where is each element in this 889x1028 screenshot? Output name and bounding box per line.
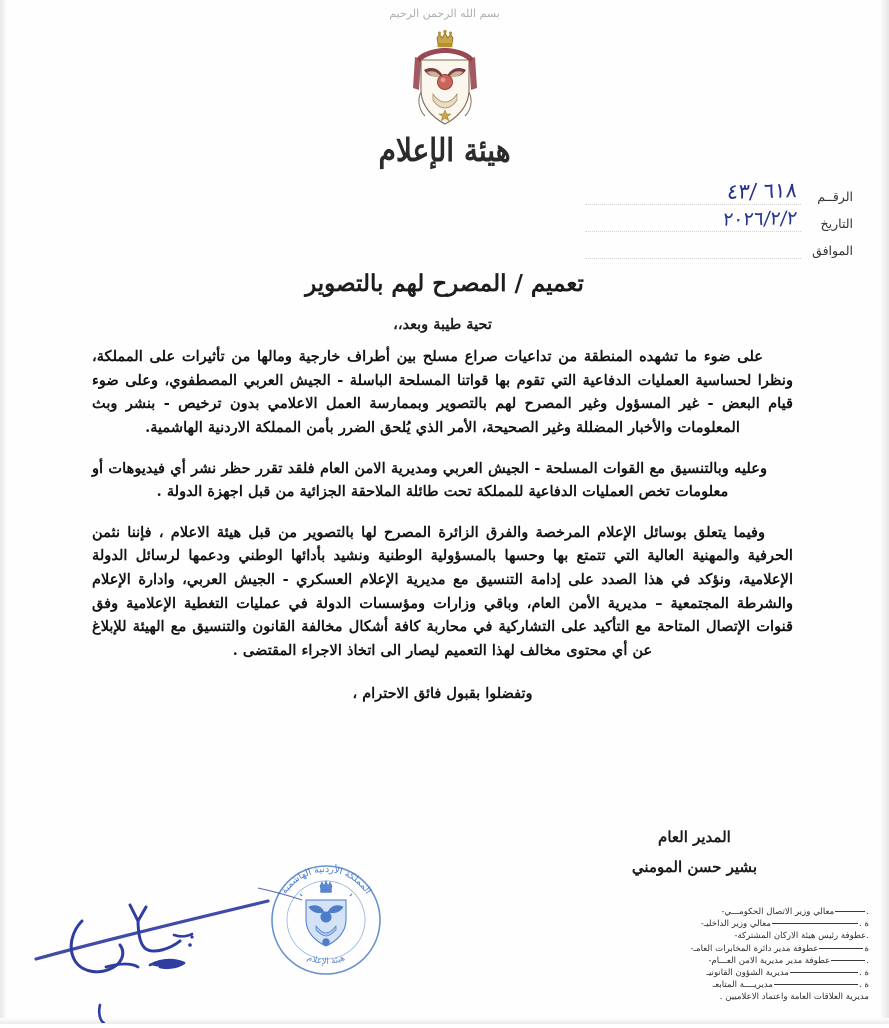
distribution-prefix: ة . bbox=[859, 968, 869, 979]
distribution-leader bbox=[790, 972, 858, 973]
distribution-item bbox=[597, 979, 869, 991]
distribution-leader bbox=[772, 923, 858, 924]
reference-number-row bbox=[585, 178, 853, 205]
signatory-title: المدير العام bbox=[658, 828, 731, 846]
distribution-prefix: ة bbox=[864, 943, 869, 954]
distribution-text: عطوفة مدير دائرة المخابرات العامـ bbox=[693, 943, 819, 954]
distribution-item bbox=[597, 930, 869, 942]
signature-block bbox=[632, 828, 757, 876]
distribution-item bbox=[597, 906, 869, 918]
distribution-item bbox=[597, 943, 869, 955]
salutation: تحية طيبة وبعد،، bbox=[393, 316, 492, 333]
distribution-dash: - bbox=[734, 931, 738, 942]
body-paragraph: على ضوء ما تشهده المنطقة من تداعيات صراع مسلح بين أطراف خارجية ومالها من تأثيرات على المملكة، ونظرا لحساسية العمليات الدفاعية التي تقوم بها قواتنا المسلحة الباسلة - الجيش العربي المصطفوي، وعلى ضوء قيام البعض - غير المسؤول وغير المصرح لهم بالتصوير وبممارسة العمل الاعلامي بدون ترخيص - بنشر وبث المعلومات والأخبار المضللة وغير الصحيحة، الأمر الذي يُلحق الضرر بأمن المملكة الاردنية الهاشمية. bbox=[92, 348, 793, 436]
reference-corresponding-field bbox=[585, 237, 801, 259]
reference-number-field bbox=[585, 178, 801, 205]
body-paragraph: وفيما يتعلق بوسائل الإعلام المرخصة والفرق الزائرة المصرح لها بالتصوير من قبل هيئة الاعلام ، فإننا نثمن الحرفية والمهنية العالية التي تتمتع بها وحسها بالمسؤولية الوطنية ونشيد بأدائها الوطني ودعمها لرسائل الدولة الإعلامية، ونؤكد في هذا الصدد على إدامة التنسيق مع مديرية الإعلام العسكري - الجيش العربي، وادارة الإعلام والشرطة المجتمعية – مديرية الأمن العام، وباقي وزارات ومؤسسات الدولة في عمليات التغطية الإعلامية وفق قنوات الإتصال المتاحة مع التأكيد على التشاركية في محاربة كافة أشكال مخالفة القانون والتنسيق مع الهيئة للإبلاغ عن أي محتوى مخالف لهذا التعميم ليصار الى اتخاذ الاجراء المقتضى . bbox=[92, 523, 793, 660]
jordan-coat-of-arms-icon bbox=[391, 28, 499, 132]
svg-text:المملكة الأردنية الهاشمية: المملكة الأردنية الهاشمية bbox=[278, 863, 374, 897]
reference-corresponding-row bbox=[585, 232, 853, 259]
reference-block bbox=[585, 178, 853, 259]
distribution-leader bbox=[819, 948, 863, 949]
distribution-item bbox=[597, 991, 869, 1003]
distribution-prefix: ة . bbox=[859, 919, 869, 930]
distribution-dash: - bbox=[708, 955, 712, 966]
handwritten-signature-icon bbox=[34, 893, 274, 1023]
official-seal-icon bbox=[258, 852, 394, 988]
distribution-item bbox=[597, 967, 869, 979]
distribution-prefix: . bbox=[866, 907, 869, 917]
organization-name: هيئة الإعلام bbox=[378, 131, 511, 169]
distribution-item bbox=[597, 918, 869, 930]
distribution-text: معالي وزير الداخليـ bbox=[703, 919, 772, 930]
document-title: تعميم / المصرح لهم بالتصوير bbox=[305, 270, 584, 297]
distribution-prefix: . bbox=[866, 931, 869, 942]
distribution-text: معالي وزير الاتصال الحكومـــي bbox=[724, 907, 835, 917]
distribution-item bbox=[597, 955, 869, 967]
distribution-text: عطوفة رئيس هيئة الاركان المشتركة bbox=[737, 931, 867, 942]
distribution-leader bbox=[774, 984, 858, 985]
reference-date-value: ٢٠٢٦/٢/٢ bbox=[721, 207, 799, 231]
signatory-name: بشير حسن المومني bbox=[631, 858, 757, 876]
distribution-text: مديريــــة المتابعـ bbox=[712, 980, 774, 991]
scan-edge-bottom bbox=[0, 1018, 889, 1024]
reference-date-row bbox=[585, 205, 853, 232]
distribution-prefix: ة . bbox=[859, 980, 869, 991]
reference-number-label: الرقــم bbox=[817, 190, 853, 204]
letterhead bbox=[0, 4, 889, 167]
distribution-text: مديرية الشؤون القانونيـ bbox=[706, 968, 790, 979]
distribution-list bbox=[597, 906, 869, 1004]
reference-number-value: ٦١٨ /٤٣ bbox=[725, 178, 798, 204]
distribution-text: عطوفة مدير مديرية الامن العـــام bbox=[711, 955, 831, 966]
distribution-dash: - bbox=[721, 907, 725, 917]
reference-corresponding-label: الموافق bbox=[812, 244, 853, 258]
distribution-leader bbox=[831, 960, 865, 961]
distribution-dash: - bbox=[700, 919, 704, 930]
distribution-prefix: . bbox=[866, 955, 869, 966]
distribution-dash: - bbox=[690, 943, 694, 954]
svg-text:هيئة الإعلام: هيئة الإعلام bbox=[305, 953, 347, 968]
distribution-text: مديرية العلاقات العامة واعتماد الاعلاميين . bbox=[719, 992, 869, 1003]
closing-line: وتفضلوا بقبول فائق الاحترام ، bbox=[352, 684, 533, 702]
basmala-text: بسم الله الرحمن الرحيم bbox=[389, 7, 500, 20]
document-body bbox=[92, 316, 793, 702]
reference-date-field bbox=[585, 207, 801, 232]
reference-date-label: التاريخ bbox=[820, 217, 853, 231]
distribution-leader bbox=[835, 911, 865, 912]
body-paragraph: وعليه وبالتنسيق مع القوات المسلحة - الجيش العربي ومديرية الامن العام فلقد تقرر حظر نشر أي فيديوهات أو معلومات تخص العمليات الدفاعية للمملكة تحت طائلة الملاحقة الجزائية من قبل اجهزة الدولة . bbox=[92, 459, 767, 501]
